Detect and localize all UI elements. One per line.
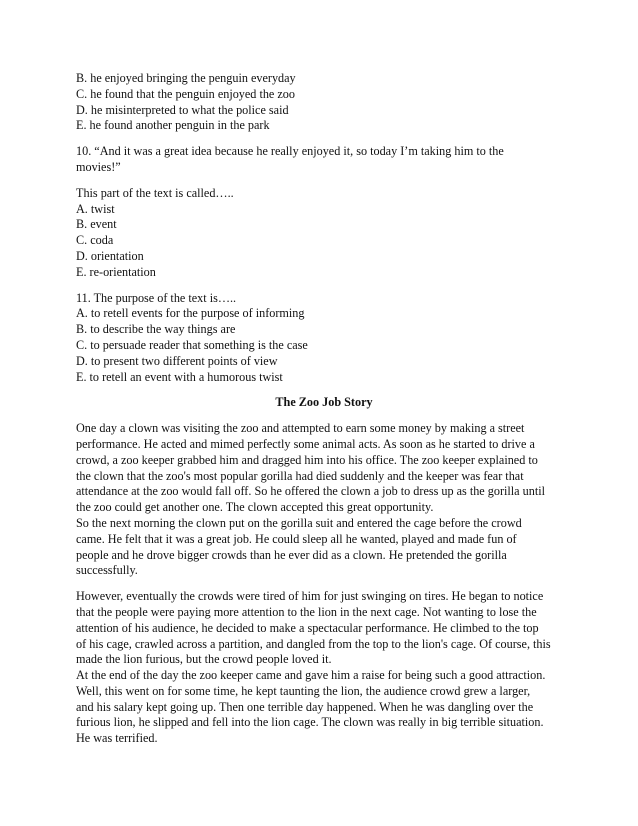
option-b: B. he enjoyed bringing the penguin everyday	[76, 71, 296, 85]
story-line: Well, this went on for some time, he kept taunting the lion, the audience crowd grew a larger,	[76, 683, 531, 698]
question-10	[76, 144, 572, 280]
q11-option-b: B. to describe the way things are	[76, 322, 236, 337]
story-line: the clown that the zoo's most popular gorilla had died suddenly and the keeper was fear that	[76, 468, 524, 483]
q10-option-e: E. re-orientation	[76, 264, 156, 279]
story-line: of his cage, crawled across a partition, and dangled from the top to the lion's cage. Of course, this	[76, 636, 551, 651]
question-10-prompt: This part of the text is called…..	[76, 185, 234, 200]
story-line: performance. He acted and mimed perfectly some animal acts. As soon as he started to drive a	[76, 436, 535, 451]
q11-option-a: A. to retell events for the purpose of informing	[76, 306, 305, 321]
story-line: However, eventually the crowds were tired of him for just swinging on tires. He began to notice	[76, 589, 544, 604]
story-line: came. He felt that it was a great job. He could sleep all he wanted, played and made fun of	[76, 531, 517, 546]
q11-option-e: E. to retell an event with a humorous twist	[76, 369, 283, 384]
story-line: the zoo could get another one. The clown accepted this great opportunity.	[76, 500, 434, 515]
story-line: and his salary kept going up. Then one terrible day happened. When he was dangling over the	[76, 699, 534, 714]
document-page	[76, 71, 572, 747]
story-line: One day a clown was visiting the zoo and attempted to earn some money by making a street	[76, 421, 525, 436]
q10-option-c: C. coda	[76, 233, 114, 248]
question-10-text-line-1: 10. “And it was a great idea because he really enjoyed it, so today I’m taking him to the	[76, 144, 504, 159]
story-line: made the lion furious, but the crowd people loved it.	[76, 652, 332, 667]
question-11-prompt: 11. The purpose of the text is…..	[76, 290, 237, 305]
option-c: C. he found that the penguin enjoyed the zoo	[76, 86, 295, 101]
story-paragraph-1	[76, 421, 572, 579]
question-11	[76, 291, 572, 386]
story-line: successfully.	[76, 563, 138, 578]
story-line: that the people were paying more attention to the lion in the next cage. Not wanting to lose the	[76, 604, 537, 619]
previous-question-options	[76, 71, 572, 134]
option-e: E. he found another penguin in the park	[76, 118, 270, 133]
q11-option-c: C. to persuade reader that something is the case	[76, 337, 308, 352]
q10-option-b: B. event	[76, 217, 117, 232]
story-line: furious lion, he slipped and fell into the lion cage. The clown was really in big terrible situation.	[76, 715, 544, 730]
q10-option-a: A. twist	[76, 201, 115, 216]
option-d: D. he misinterpreted to what the police said	[76, 102, 289, 117]
q10-option-d: D. orientation	[76, 248, 144, 263]
story-line: attendance at the zoo would fall off. So he offered the clown a job to dress up as the gorilla until	[76, 484, 545, 499]
story-line: crowd, a zoo keeper grabbed him and dragged him into his office. The zoo keeper explained to	[76, 452, 538, 467]
story-line: So the next morning the clown put on the gorilla suit and entered the cage before the crowd	[76, 515, 522, 530]
story-title: The Zoo Job Story	[275, 395, 373, 410]
story-paragraph-2	[76, 589, 572, 747]
story-line: people and he drove bigger crowds than he ever did as a clown. He pretended the gorilla	[76, 547, 507, 562]
q11-option-d: D. to present two different points of view	[76, 353, 278, 368]
question-10-text-line-2: movies!”	[76, 159, 121, 174]
story-line: attention of his audience, he decided to make a spectacular performance. He climbed to the top	[76, 620, 539, 635]
story-line: He was terrified.	[76, 731, 158, 746]
story-line: At the end of the day the zoo keeper came and gave him a raise for being such a good attraction.	[76, 668, 546, 683]
